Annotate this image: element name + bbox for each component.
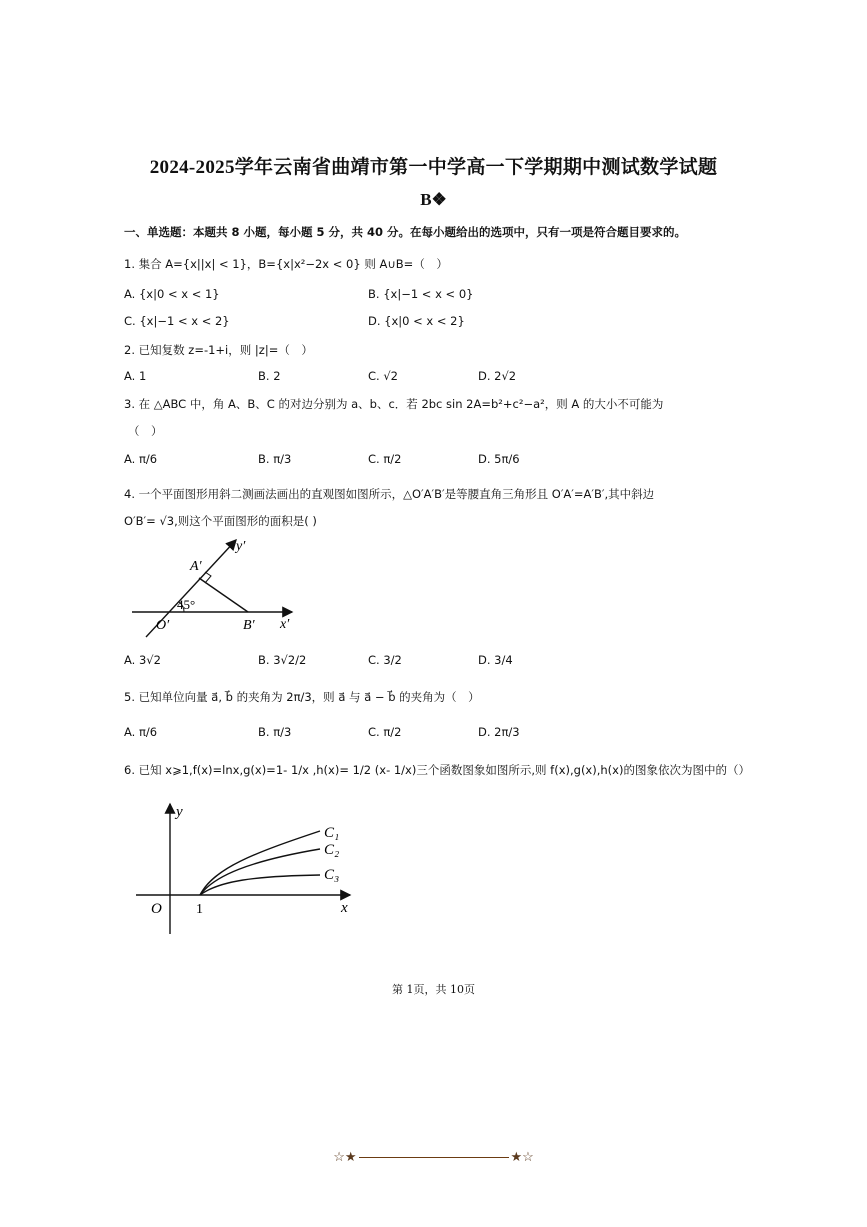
question-3-option-b: B. π/3 [258, 452, 292, 466]
question-5-stem: 5. 已知单位向量 a⃗, b⃗ 的夹角为 2π/3，则 a⃗ 与 a⃗ − b⃗ 的夹角为（ ） [124, 690, 480, 704]
question-3-option-a: A. π/6 [124, 452, 158, 466]
question-5-option-c: C. π/2 [368, 725, 402, 739]
label-b-prime: B′ [243, 618, 255, 633]
question-1-option-a: A. {x|0 < x < 1} [124, 287, 220, 301]
label-c1: C₁ [324, 825, 340, 841]
label-y-prime: y′ [236, 539, 246, 554]
question-2-option-a: A. 1 [124, 369, 147, 383]
question-2-option-d: D. 2√2 [478, 369, 517, 383]
question-4-option-d: D. 3/4 [478, 653, 513, 667]
curve-c2 [200, 849, 320, 895]
question-2-option-c: C. √2 [368, 369, 398, 383]
label-a-prime: A′ [190, 559, 202, 574]
page-number-footer: 第 1页，共 10页 [392, 983, 475, 996]
question-1-stem: 1. 集合 A={x||x| < 1}，B={x|x²−2x < 0} 则 A∪B=（ ） [124, 257, 448, 271]
question-3-option-c: C. π/2 [368, 452, 402, 466]
ornament-line [359, 1157, 509, 1158]
question-4-stem-line1: 4. 一个平面图形用斜二测画法画出的直观图如图所示，△O′A′B′是等腰直角三角形且 O′A′=A′B′,其中斜边 [124, 487, 655, 501]
question-4-option-a: A. 3√2 [124, 653, 161, 667]
question-2-stem: 2. 已知复数 z=-1+i，则 |z|=（ ） [124, 343, 313, 357]
label-c2: C₂ [324, 842, 340, 858]
question-3-stem-line2: （ ） [128, 424, 163, 438]
question-1-option-c: C. {x|−1 < x < 2} [124, 314, 230, 328]
page-subtitle: B❖ [420, 190, 447, 209]
label-x-prime: x′ [280, 617, 290, 632]
function-graph-figure [134, 798, 364, 938]
ornament-right-stars: ★☆ [510, 1150, 534, 1165]
question-1-option-d: D. {x|0 < x < 2} [368, 314, 465, 328]
triangle-edge-ab [199, 578, 248, 612]
label-45-degree: 45° [177, 597, 196, 612]
ornament-left-stars: ☆★ [333, 1150, 357, 1165]
question-6-stem: 6. 已知 x⩾1,f(x)=lnx,g(x)=1- 1/x ,h(x)= 1/2 (x- 1/x)三个函数图象如图所示,则 f(x),g(x),h(x)的图象依次为图中的（） [124, 763, 750, 777]
right-angle-mark [205, 572, 211, 583]
section-heading: 一、单选题：本题共 8 小题，每小题 5 分，共 40 分。在每小题给出的选项中，只有一项是符合题目要求的。 [124, 225, 687, 239]
page-title: 2024-2025学年云南省曲靖市第一中学高一下学期期中测试数学试题 [149, 157, 718, 178]
question-5-option-d: D. 2π/3 [478, 725, 520, 739]
question-2-option-b: B. 2 [258, 369, 281, 383]
question-5-option-a: A. π/6 [124, 725, 158, 739]
question-4-option-c: C. 3/2 [368, 653, 402, 667]
question-3-stem-line1: 3. 在 △ABC 中，角 A、B、C 的对边分别为 a、b、c．若 2bc sin 2A=b²+c²−a²，则 A 的大小不可能为 [124, 397, 664, 411]
question-5-option-b: B. π/3 [258, 725, 292, 739]
oblique-triangle-figure [126, 534, 306, 644]
label-y: y [176, 804, 183, 820]
curve-c3 [200, 875, 320, 895]
label-c3: C₃ [324, 867, 340, 883]
label-origin: O [151, 901, 162, 917]
question-3-option-d: D. 5π/6 [478, 452, 520, 466]
question-4-option-b: B. 3√2/2 [258, 653, 307, 667]
label-one: 1 [196, 902, 203, 917]
question-1-option-b: B. {x|−1 < x < 0} [368, 287, 474, 301]
question-4-stem-line2: O′B′= √3,则这个平面图形的面积是( ) [124, 514, 317, 528]
label-x: x [341, 900, 348, 916]
bottom-ornament [0, 1150, 867, 1165]
label-o-prime: O′ [156, 618, 170, 633]
